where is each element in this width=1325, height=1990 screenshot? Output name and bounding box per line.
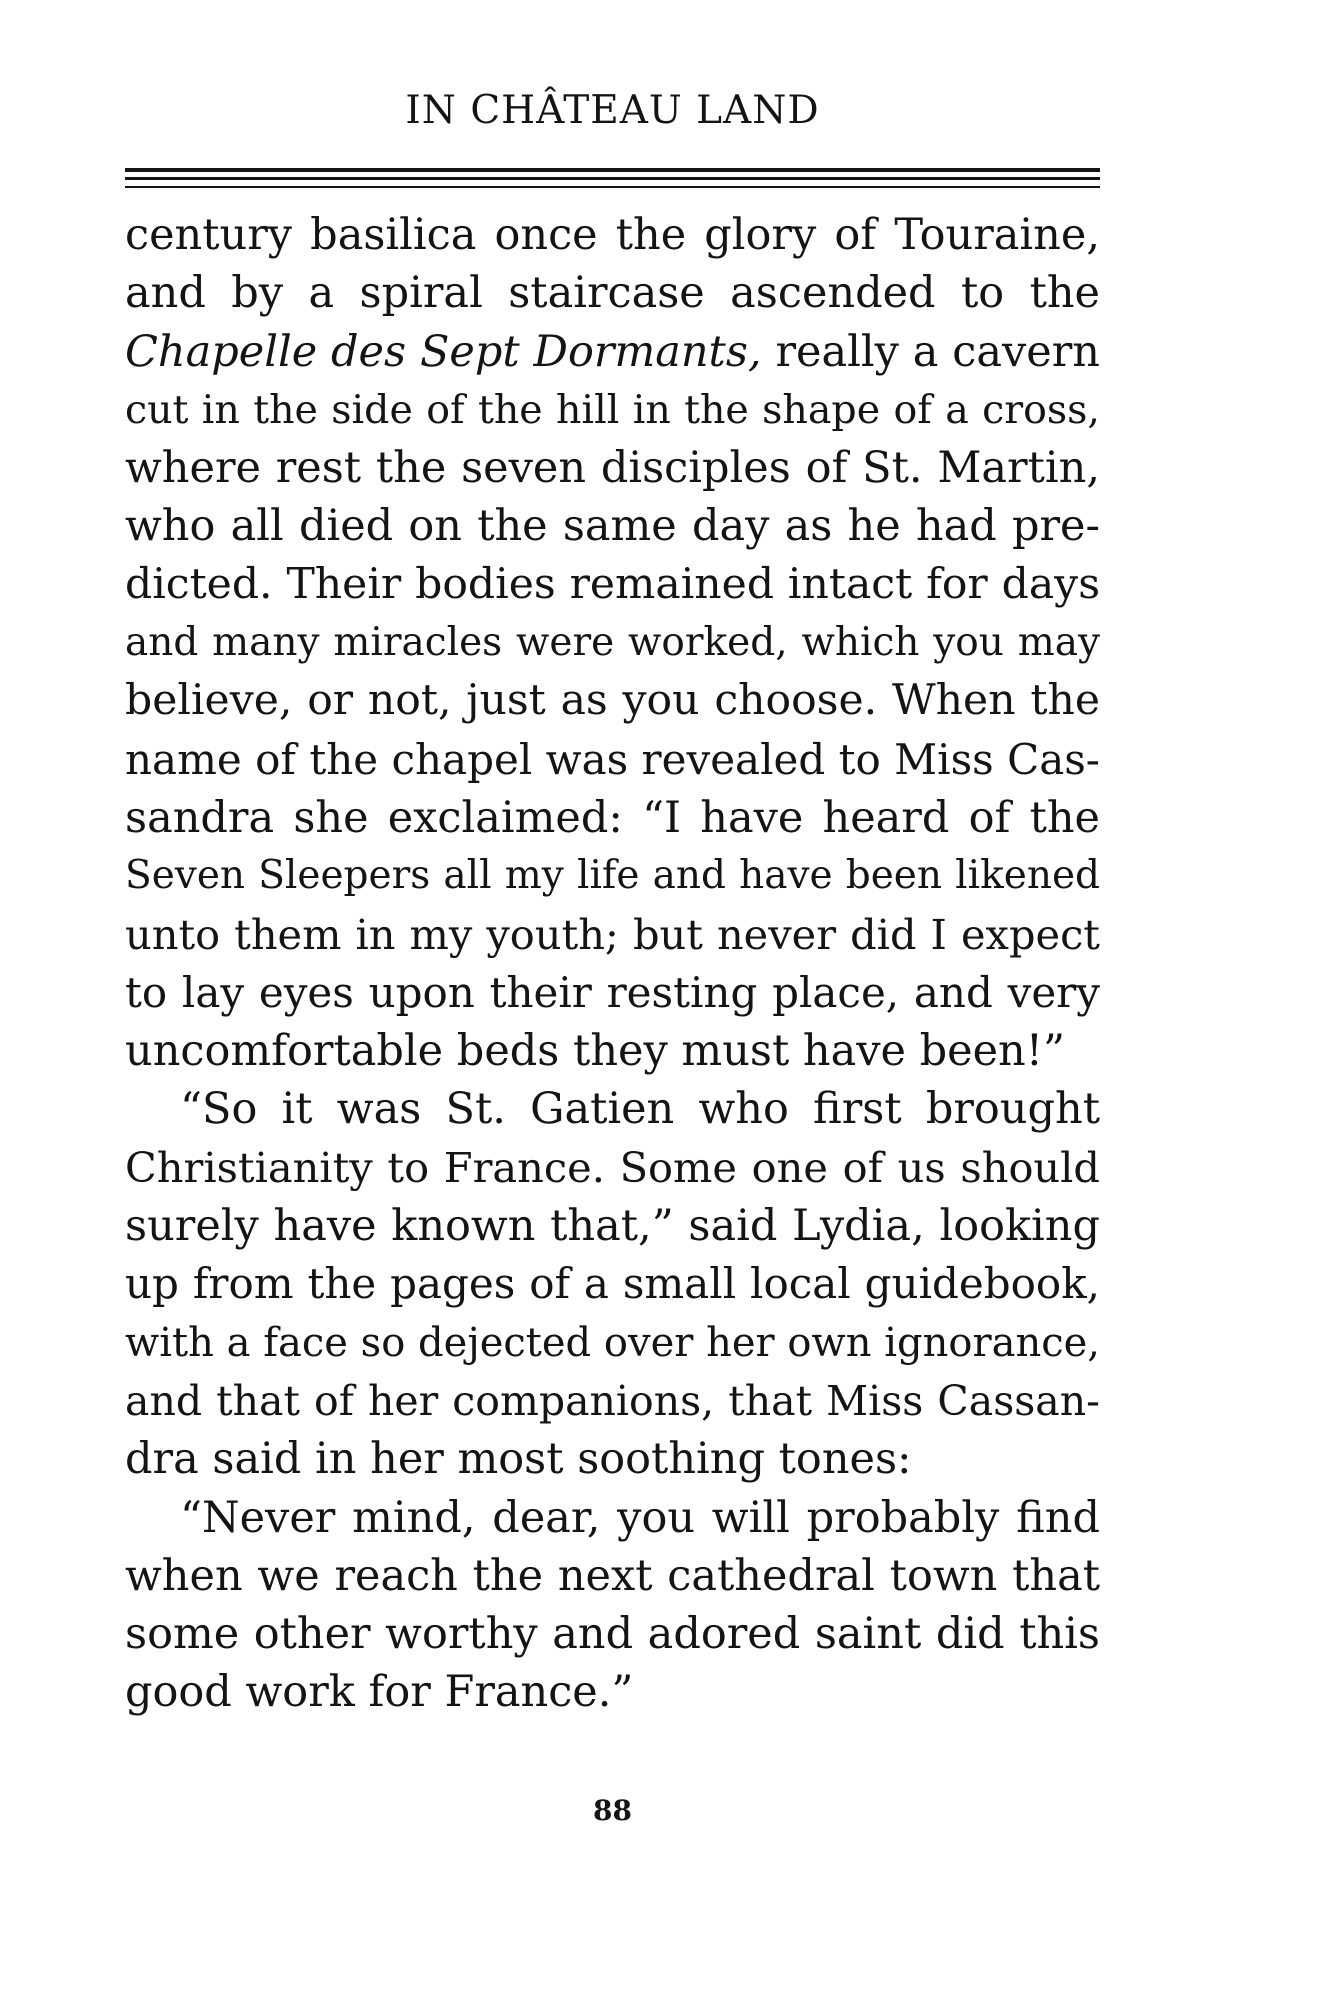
text-line: century basilica once the glory of Touraine, — [125, 210, 1100, 260]
text-line: “So it was St. Gatien who first brought — [180, 1084, 1100, 1135]
text-line: Christianity to France. Some one of us should — [125, 1142, 1100, 1192]
text-line: uncomfortable beds they must have been!” — [125, 1026, 1066, 1077]
text-line: unto them in my youth; but never did I expect — [125, 909, 1100, 959]
running-head: IN CHÂTEAU LAND — [405, 88, 820, 133]
header-rule-middle — [125, 177, 1100, 180]
text-line: to lay eyes upon their resting place, and very — [125, 967, 1100, 1017]
chapel-name-italic: Chapelle des Sept Dormants, — [125, 326, 762, 377]
header-rule-bottom — [125, 186, 1100, 188]
text-line: where rest the seven disciples of St. Martin, — [125, 443, 1100, 494]
body-text — [125, 206, 1100, 1722]
text-line: believe, or not, just as you choose. When the — [125, 676, 1100, 726]
text-line: with a face so dejected over her own ignorance, — [125, 1319, 1100, 1366]
text-line: Chapelle des Sept Dormants, really a cavern — [125, 326, 1100, 377]
text-line: and that of her companions, that Miss Cassan- — [125, 1376, 1100, 1425]
text-line: “Never mind, dear, you will probably find — [180, 1492, 1100, 1543]
text-line: dra said in her most soothing tones: — [125, 1434, 912, 1485]
text-line: some other worthy and adored saint did this — [125, 1609, 1100, 1660]
text-line: who all died on the same day as he had pre- — [125, 501, 1100, 552]
text-line: and by a spiral staircase ascended to the — [125, 268, 1100, 319]
text-line: name of the chapel was revealed to Miss Cas- — [125, 734, 1100, 784]
page-number: 88 — [593, 1794, 632, 1827]
text-line: up from the pages of a small local guidebook, — [125, 1259, 1100, 1309]
text-line: Seven Sleepers all my life and have been likened — [125, 853, 1100, 899]
text-line: when we reach the next cathedral town that — [125, 1550, 1100, 1601]
text-line: sandra she exclaimed: “I have heard of the — [125, 792, 1100, 843]
text-line: surely have known that,” said Lydia, looking — [125, 1201, 1100, 1252]
text-line: dicted. Their bodies remained intact for days — [125, 559, 1100, 609]
text-line: and many miracles were worked, which you may — [125, 620, 1100, 666]
text-line: good work for France.” — [125, 1667, 634, 1718]
header-rule-top — [125, 168, 1100, 172]
text-line: cut in the side of the hill in the shape of a cross, — [125, 386, 1100, 433]
